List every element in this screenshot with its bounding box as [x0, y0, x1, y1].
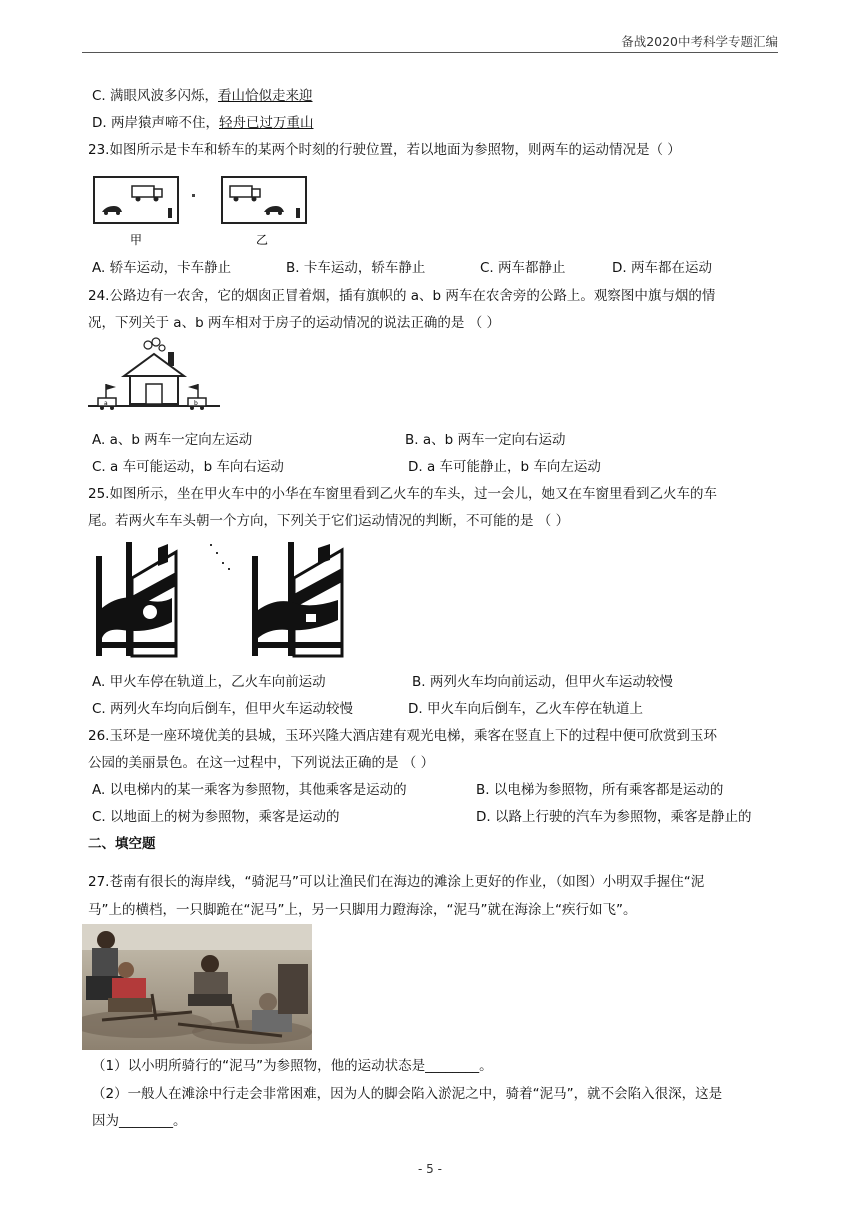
roadside-post-icon	[296, 208, 300, 218]
q24-option-a: A. a、b 两车一定向左运动	[92, 432, 253, 448]
q24-option-d: D. a 车可能静止，b 车向左运动	[408, 459, 601, 475]
q22-option-d-prefix: D. 两岸猿声啼不住，	[92, 115, 219, 131]
q27-photo-mud-horse	[82, 924, 312, 1050]
q26-option-c: C. 以地面上的树为参照物，乘客是运动的	[92, 809, 340, 825]
q23-panel-jia	[94, 177, 178, 247]
roadside-post-icon	[168, 208, 172, 218]
q23-option-b: B. 卡车运动，轿车静止	[286, 260, 426, 276]
q24-stem-line1: 24.公路边有一农舍，它的烟囱正冒着烟，插有旗帜的 a、b 两车在农舍旁的公路上。观察图中旗与烟的情	[88, 288, 716, 304]
header-title: 备战2020中考科学专题汇编	[621, 34, 778, 49]
q25-option-a: A. 甲火车停在轨道上，乙火车向前运动	[92, 674, 326, 690]
car-a-with-flag-icon	[98, 384, 116, 410]
car-icon	[264, 206, 284, 215]
section-title: 二、填空题	[88, 836, 156, 852]
truck-icon	[132, 186, 162, 202]
q23-panel-yi	[222, 177, 306, 247]
q27-sub2-line1: （2）一般人在滩涂中行走会非常困难，因为人的脚会陷入淤泥之中，骑着“泥马”，就不会陷入很深，这是	[92, 1086, 723, 1102]
q24-figure	[84, 336, 224, 420]
train-window-view-tail-image	[252, 542, 342, 656]
q24-option-b: B. a、b 两车一定向右运动	[405, 432, 566, 448]
q25-option-c: C. 两列火车均向后倒车，但甲火车运动较慢	[92, 701, 354, 717]
q26-option-b: B. 以电梯为参照物，所有乘客都是运动的	[476, 782, 724, 798]
house-icon	[124, 354, 184, 404]
q23-label-yi: 乙	[256, 233, 269, 247]
q27-stem-line2: 马”上的横档，一只脚跪在“泥马”上，另一只脚用力蹬海涂，“泥马”就在海涂上“疾行如飞”。	[88, 902, 637, 918]
q24-option-c: C. a 车可能运动，b 车向右运动	[92, 459, 284, 475]
q23-option-c: C. 两车都静止	[480, 260, 566, 276]
smoke-icon	[144, 338, 165, 351]
q24-label-b: b	[194, 400, 198, 407]
q23-figure	[92, 174, 322, 250]
q25-stem-line2: 尾。若两火车车头朝一个方向，下列关于它们运动情况的判断，不可能的是 （ ）	[88, 513, 570, 529]
q23-stem: 23.如图所示是卡车和轿车的某两个时刻的行驶位置，若以地面为参照物，则两车的运动情况是（ ）	[88, 142, 681, 158]
q25-option-d: D. 甲火车向后倒车，乙火车停在轨道上	[408, 701, 643, 717]
truck-icon	[230, 186, 260, 202]
q27-sub2-line2: 因为________。	[92, 1113, 187, 1129]
q22-option-c	[92, 86, 313, 106]
q22-option-d-underlined: 轻舟已过万重山	[218, 115, 314, 131]
q26-option-a: A. 以电梯内的某一乘客为参照物，其他乘客是运动的	[92, 782, 407, 798]
page-number: - 5 -	[418, 1162, 442, 1176]
car-b-with-flag-icon	[188, 384, 206, 410]
q25-stem-line1: 25.如图所示，坐在甲火车中的小华在车窗里看到乙火车的车头，过一会儿，她又在车窗里看到乙火车的车	[88, 486, 717, 502]
q24-stem-line2: 况，下列关于 a、b 两车相对于房子的运动情况的说法正确的是 （ ）	[88, 315, 501, 331]
q27-sub1: （1）以小明所骑行的“泥马”为参照物，他的运动状态是________。	[92, 1058, 493, 1074]
q23-option-d: D. 两车都在运动	[612, 260, 712, 276]
train-window-view-head-image	[96, 542, 176, 656]
q22-option-c-prefix: C. 满眼风波多闪烁，	[92, 88, 219, 104]
q22-option-c-underlined: 看山恰似走来迎	[218, 88, 313, 104]
q22-option-d	[92, 113, 313, 133]
q26-option-d: D. 以路上行驶的汽车为参照物，乘客是静止的	[476, 809, 752, 825]
car-icon	[102, 206, 122, 215]
q26-stem-line1: 26.玉环是一座环境优美的县城，玉环兴隆大酒店建有观光电梯，乘客在竖直上下的过程中便可欣赏到玉环	[88, 728, 717, 744]
q25-figure	[92, 538, 352, 662]
header-rule	[82, 52, 778, 53]
q24-label-a: a	[104, 400, 108, 407]
q26-stem-line2: 公园的美丽景色。在这一过程中，下列说法正确的是 （ ）	[88, 755, 435, 771]
q23-label-jia: 甲	[130, 233, 143, 247]
q23-option-a: A. 轿车运动，卡车静止	[92, 260, 232, 276]
q27-stem-line1: 27.苍南有很长的海岸线，“骑泥马”可以让渔民们在海边的滩涂上更好的作业，（如图）小明双手握住“泥	[88, 874, 705, 890]
q25-option-b: B. 两列火车均向前运动，但甲火车运动较慢	[412, 674, 673, 690]
